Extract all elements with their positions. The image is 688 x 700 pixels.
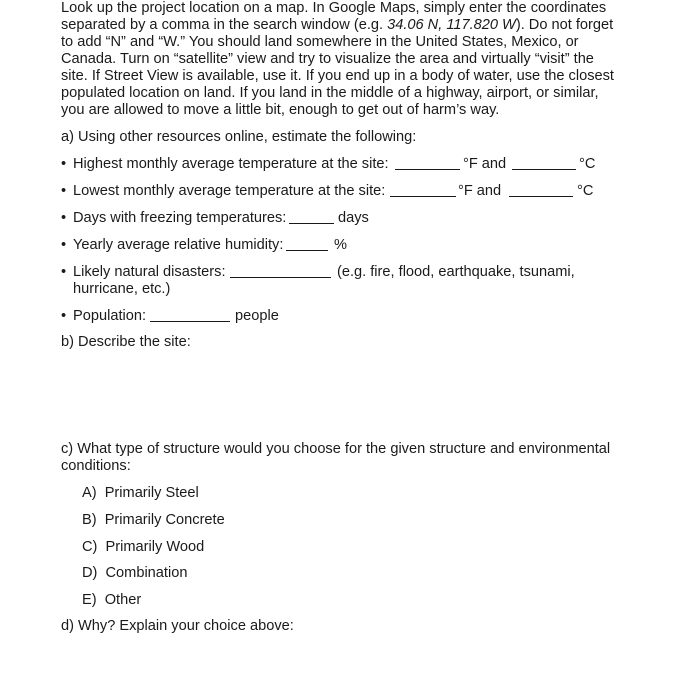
disasters-label: Likely natural disasters: xyxy=(73,264,226,280)
bullet-icon: • xyxy=(61,183,67,199)
option-a[interactable] xyxy=(82,485,199,501)
option-c[interactable] xyxy=(82,539,204,555)
humidity-label: Yearly average relative humidity: xyxy=(73,237,284,253)
humidity-blank[interactable] xyxy=(286,239,328,251)
bullet-icon: • xyxy=(61,264,67,280)
bullet-disasters xyxy=(61,264,66,280)
part-b-heading: b) Describe the site: xyxy=(61,334,191,350)
lowest-temp-c-blank[interactable] xyxy=(509,185,573,197)
intro-line-2a: separated by a comma in the search window (e.g. xyxy=(61,17,388,33)
intro-line-2b: ). Do not forget xyxy=(515,17,614,33)
option-letter: A) xyxy=(82,485,97,501)
freezing-days-label: Days with freezing temperatures: xyxy=(73,210,287,226)
bullet-highest-temp xyxy=(61,156,66,172)
option-letter: E) xyxy=(82,592,97,608)
highest-temp-f-blank[interactable] xyxy=(395,158,460,170)
disasters-blank[interactable] xyxy=(230,266,331,278)
option-b[interactable] xyxy=(82,512,225,528)
intro-line-2 xyxy=(61,17,631,34)
part-d-heading: d) Why? Explain your choice above: xyxy=(61,618,294,634)
intro-line-3: to add “N” and “W.” You should land somewhere in the United States, Mexico, or xyxy=(61,34,579,50)
bullet-icon: • xyxy=(61,210,67,226)
option-text: Primarily Concrete xyxy=(104,512,225,528)
bullet-humidity xyxy=(61,237,66,253)
part-a-heading: a) Using other resources online, estimate the following: xyxy=(61,129,417,145)
population-blank[interactable] xyxy=(150,310,230,322)
intro-paragraph xyxy=(61,0,631,119)
option-letter: D) xyxy=(82,565,98,581)
highest-temp-label: Highest monthly average temperature at the site: xyxy=(73,156,389,172)
bullet-lowest-temp xyxy=(61,183,66,199)
intro-line-6: populated location on land. If you land in the middle of a highway, airport, or similar, xyxy=(61,85,599,101)
option-text: Primarily Wood xyxy=(105,539,205,555)
highest-temp-c-blank[interactable] xyxy=(512,158,576,170)
lowest-temp-f-unit: °F and xyxy=(458,183,502,199)
humidity-unit: % xyxy=(334,237,347,253)
part-c-heading-line-1: c) What type of structure would you choose for the given structure and environmental xyxy=(61,441,611,457)
bullet-population xyxy=(61,308,66,324)
intro-line-5: site. If Street View is available, use it. If you end up in a body of water, use the closest xyxy=(61,68,614,84)
intro-line-1: Look up the project location on a map. In Google Maps, simply enter the coordinates xyxy=(61,0,607,16)
population-label: Population: xyxy=(73,308,147,324)
option-d[interactable] xyxy=(82,565,187,581)
option-text: Other xyxy=(104,592,142,608)
highest-temp-c-unit: °C xyxy=(579,156,596,172)
intro-line-7: you are allowed to move a little bit, enough to get out of harm’s way. xyxy=(61,102,500,118)
highest-temp-f-unit: °F and xyxy=(463,156,507,172)
freezing-days-unit: days xyxy=(338,210,369,226)
option-e[interactable] xyxy=(82,592,141,608)
disasters-example: (e.g. fire, flood, earthquake, tsunami, xyxy=(337,264,575,280)
bullet-freezing-days xyxy=(61,210,66,226)
intro-line-4: Canada. Turn on “satellite” view and try to visualize the area and virtually “visit” the xyxy=(61,51,594,67)
lowest-temp-c-unit: °C xyxy=(577,183,594,199)
option-text: Primarily Steel xyxy=(104,485,199,501)
option-text: Combination xyxy=(105,565,188,581)
option-letter: C) xyxy=(82,539,98,555)
lowest-temp-f-blank[interactable] xyxy=(390,185,456,197)
bullet-icon: • xyxy=(61,156,67,172)
option-letter: B) xyxy=(82,512,97,528)
bullet-icon: • xyxy=(61,308,67,324)
disasters-example-cont: hurricane, etc.) xyxy=(73,281,171,297)
example-coordinates: 34.06 N, 117.820 W xyxy=(387,17,516,33)
part-c-heading-line-2: conditions: xyxy=(61,458,131,474)
population-unit: people xyxy=(235,308,279,324)
bullet-icon: • xyxy=(61,237,67,253)
lowest-temp-label: Lowest monthly average temperature at the site: xyxy=(73,183,386,199)
freezing-days-blank[interactable] xyxy=(289,212,334,224)
